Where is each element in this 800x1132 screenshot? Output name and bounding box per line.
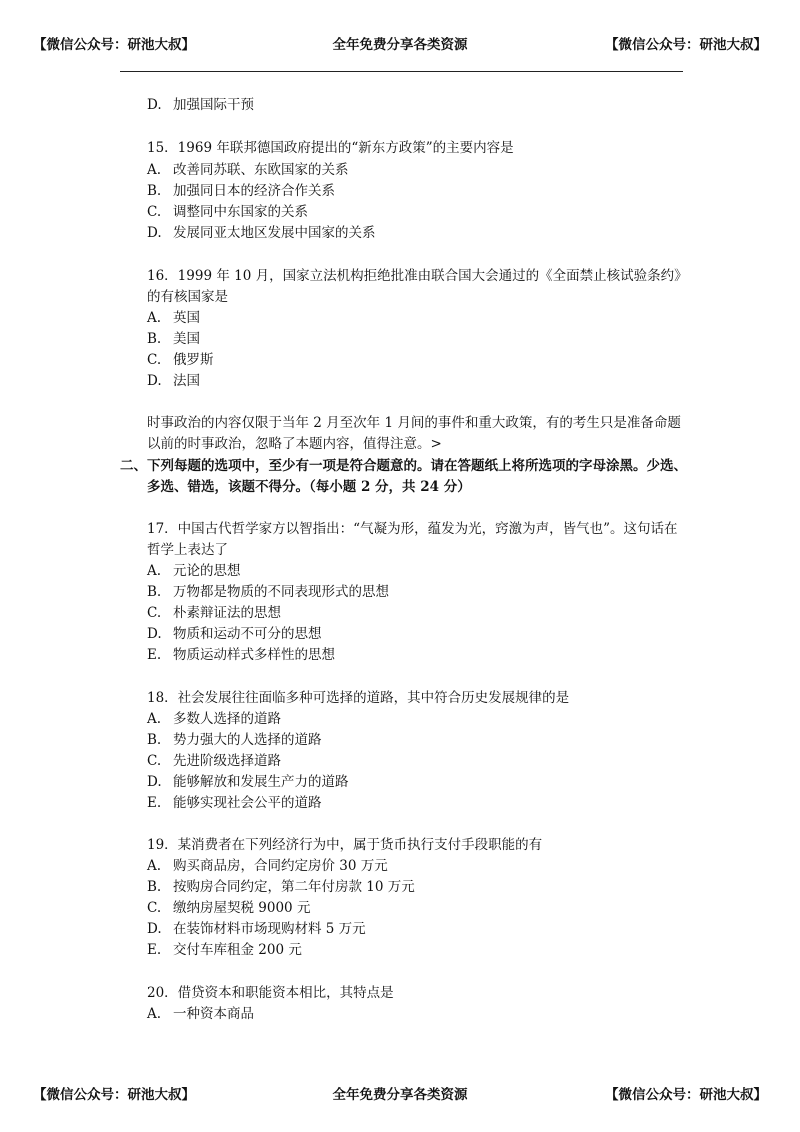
question-16-stem-line2: 的有核国家是: [147, 289, 228, 305]
q15-option-c: C. 调整同中东国家的关系: [147, 204, 308, 220]
header-center-text: 全年免费分享各类资源: [332, 37, 468, 53]
section-2-heading-line1: 二、下列每题的选项中，至少有一项是符合题意的。请在答题纸上将所选项的字母涂黑。少选、: [120, 458, 687, 474]
q18-option-b: B. 势力强大的人选择的道路: [147, 732, 322, 748]
question-16-stem-line1: 16．1999 年 10 月，国家立法机构拒绝批准由联合国大会通过的《全面禁止核试验条约》: [147, 268, 688, 284]
question-17-stem-line1: 17．中国古代哲学家方以智指出：“气凝为形，蕴发为光，窍激为声，皆气也”。这句话在: [147, 521, 678, 537]
q20-option-a: A. 一种资本商品: [147, 1006, 254, 1022]
note-line1: 时事政治的内容仅限于当年 2 月至次年 1 月间的事件和重大政策，有的考生只是准备命题: [147, 415, 681, 431]
q18-option-e: E. 能够实现社会公平的道路: [147, 795, 322, 811]
q19-option-e: E. 交付车库租金 200 元: [147, 942, 302, 958]
q16-option-a: A. 英国: [147, 310, 200, 326]
footer-right-text: 【微信公众号：研池大叔】: [605, 1087, 767, 1103]
q17-option-d: D. 物质和运动不可分的思想: [147, 626, 322, 642]
question-18-stem: 18．社会发展往往面临多种可选择的道路，其中符合历史发展规律的是: [147, 690, 570, 706]
question-17-stem-line2: 哲学上表达了: [147, 542, 228, 558]
q17-option-c: C. 朴素辩证法的思想: [147, 605, 281, 621]
q16-option-d: D. 法国: [147, 373, 200, 389]
q17-option-a: A. 元论的思想: [147, 563, 241, 579]
q16-option-b: B. 美国: [147, 331, 200, 347]
footer-left-text: 【微信公众号：研池大叔】: [33, 1087, 195, 1103]
question-19-stem: 19．某消费者在下列经济行为中，属于货币执行支付手段职能的有: [147, 837, 543, 853]
note-line2: 以前的时事政治，忽略了本题内容，值得注意。>: [147, 436, 442, 452]
footer-center-text: 全年免费分享各类资源: [332, 1087, 468, 1103]
q18-option-a: A. 多数人选择的道路: [147, 711, 281, 727]
q19-option-b: B. 按购房合同约定，第二年付房款 10 万元: [147, 879, 415, 895]
header-left-text: 【微信公众号：研池大叔】: [33, 37, 195, 53]
option-item: D. 加强国际干预: [147, 97, 254, 113]
q16-option-c: C. 俄罗斯: [147, 352, 214, 368]
q18-option-d: D. 能够解放和发展生产力的道路: [147, 774, 349, 790]
q15-option-d: D. 发展同亚太地区发展中国家的关系: [147, 225, 376, 241]
section-2-heading-line2: 多选、错选，该题不得分。（每小题 2 分，共 24 分）: [147, 479, 471, 495]
header-divider: [120, 71, 683, 72]
q19-option-d: D. 在装饰材料市场现购材料 5 万元: [147, 921, 366, 937]
header-right-text: 【微信公众号：研池大叔】: [605, 37, 767, 53]
q15-option-b: B. 加强同日本的经济合作关系: [147, 183, 335, 199]
q19-option-c: C. 缴纳房屋契税 9000 元: [147, 900, 311, 916]
q15-option-a: A. 改善同苏联、东欧国家的关系: [147, 162, 349, 178]
question-15-stem: 15．1969 年联邦德国政府提出的“新东方政策”的主要内容是: [147, 140, 514, 156]
q17-option-b: B. 万物都是物质的不同表现形式的思想: [147, 584, 389, 600]
q18-option-c: C. 先进阶级选择道路: [147, 753, 281, 769]
q19-option-a: A. 购买商品房，合同约定房价 30 万元: [147, 858, 388, 874]
question-20-stem: 20．借贷资本和职能资本相比，其特点是: [147, 985, 394, 1001]
q17-option-e: E. 物质运动样式多样性的思想: [147, 647, 335, 663]
